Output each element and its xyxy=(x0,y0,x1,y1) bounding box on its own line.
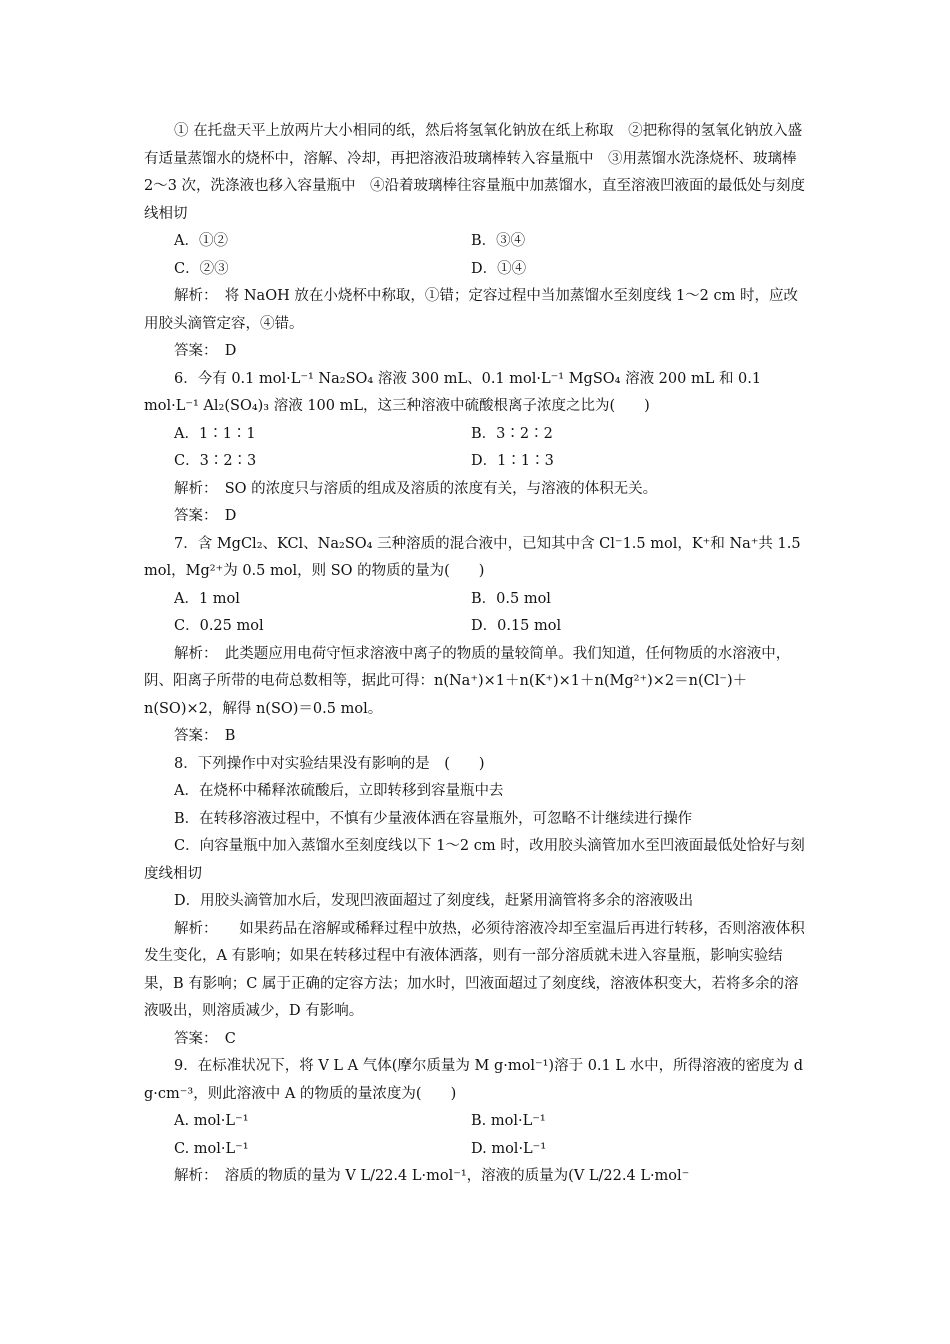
q5-options-row-1 xyxy=(144,228,809,256)
q9-option-c: C. mol·L⁻¹ xyxy=(174,1140,249,1157)
q9-options-row-2 xyxy=(144,1136,809,1164)
q8-option-d: D．用胶头滴管加水后，发现凹液面超过了刻度线，赶紧用滴管将多余的溶液吸出 xyxy=(174,893,694,909)
q7-options-row-2 xyxy=(144,613,809,641)
q8-answer: 答案： C xyxy=(174,1030,236,1047)
q8-option-b: B．在转移溶液过程中，不慎有少量液体洒在容量瓶外，可忽略不计继续进行操作 xyxy=(174,810,693,827)
q5-option-b: B．③④ xyxy=(471,233,526,249)
q7-answer: 答案： B xyxy=(174,728,236,744)
q5-stem: ① 在托盘天平上放两片大小相同的纸，然后将氢氧化钠放在纸上称取 ②把称得的氢氧化钠放入盛有适量蒸馏水的烧杯中，溶解、冷却，再把溶液沿玻璃棒转入容量瓶中 ③用蒸馏水洗涤烧杯、玻璃棒 2～3 次，洗涤液也移入容量瓶中 ④沿着玻璃棒往容量瓶中加蒸馏水，直至溶液凹液面的最低处与刻度线相切 xyxy=(144,123,806,222)
q9-stem: 9．在标准状况下，将 V L A 气体(摩尔质量为 M g·mol⁻¹)溶于 0.1 L 水中，所得溶液的密度为 d g·cm⁻³，则此溶液中 A 的物质的量浓度为( ) xyxy=(144,1058,803,1102)
q6-options-row-1 xyxy=(144,421,809,449)
q8-stem: 8．下列操作中对实验结果没有影响的是 ( ) xyxy=(174,755,485,772)
q5-options-row-2 xyxy=(144,256,809,284)
q8-analysis: 解析： 如果药品在溶解或稀释过程中放热，必须待溶液冷却至室温后再进行转移，否则溶液体积发生变化，A 有影响；如果在转移过程中有液体洒落，则有一部分溶质就未进入容量瓶，影响实验结果，B 有影响；C 属于正确的定容方法；加水时，凹液面超过了刻度线，溶液体积变大，若将多余的溶液吸出，则溶质减少，D 有影响。 xyxy=(144,920,805,1019)
q5-analysis: 解析： 将 NaOH 放在小烧杯中称取，①错；定容过程中当加蒸馏水至刻度线 1～2 cm 时，应改用胶头滴管定容，④错。 xyxy=(144,288,798,332)
q5-option-c: C．②③ xyxy=(174,260,229,277)
q9-analysis: 解析： 溶质的物质的量为 V L/22.4 L·mol⁻¹，溶液的质量为(V L/22.4 L·mol⁻ xyxy=(174,1168,690,1184)
q7-analysis: 解析： 此类题应用电荷守恒求溶液中离子的物质的量较简单。我们知道，任何物质的水溶液中，阴、阳离子所带的电荷总数相等，据此可得：n(Na⁺)×1＋n(K⁺)×1＋n(Mg²⁺)×2＝n(Cl⁻)＋n(SO)×2，解得 n(SO)＝0.5 mol。 xyxy=(144,645,791,717)
q9-option-b: B. mol·L⁻¹ xyxy=(471,1113,546,1129)
q5-answer: 答案： D xyxy=(174,343,237,359)
q6-answer: 答案： D xyxy=(174,508,237,524)
q7-options-row-1 xyxy=(144,586,809,614)
q6-option-c: C．3∶2∶3 xyxy=(174,453,257,469)
q8-option-a: A．在烧杯中稀释浓硫酸后，立即转移到容量瓶中去 xyxy=(174,783,504,799)
q5-option-d: D．①④ xyxy=(471,260,527,277)
q6-option-b: B．3∶2∶2 xyxy=(471,425,553,442)
q9-option-d: D. mol·L⁻¹ xyxy=(471,1140,547,1157)
q7-option-d: D．0.15 mol xyxy=(471,618,562,634)
q6-options-row-2 xyxy=(144,448,809,476)
q6-option-a: A．1∶1∶1 xyxy=(174,425,256,442)
q6-option-d: D．1∶1∶3 xyxy=(471,453,554,469)
q7-option-c: C．0.25 mol xyxy=(174,618,264,634)
q7-option-a: A．1 mol xyxy=(174,590,240,607)
q9-options-row-1 xyxy=(144,1108,809,1136)
q6-stem: 6．今有 0.1 mol·L⁻¹ Na₂SO₄ 溶液 300 mL、0.1 mol·L⁻¹ MgSO₄ 溶液 200 mL 和 0.1 mol·L⁻¹ Al₂(SO₄)₃ 溶液 100 mL，这三种溶液中硫酸根离子浓度之比为( ) xyxy=(144,370,762,414)
q6-analysis: 解析： SO 的浓度只与溶质的组成及溶质的浓度有关，与溶液的体积无关。 xyxy=(174,480,658,497)
q5-option-a: A．①② xyxy=(174,233,228,249)
q8-option-c: C．向容量瓶中加入蒸馏水至刻度线以下 1～2 cm 时，改用胶头滴管加水至凹液面最低处恰好与刻度线相切 xyxy=(144,838,805,882)
document-body xyxy=(144,118,809,1191)
q7-option-b: B．0.5 mol xyxy=(471,590,551,607)
q9-option-a: A. mol·L⁻¹ xyxy=(174,1113,249,1129)
q7-stem: 7．含 MgCl₂、KCl、Na₂SO₄ 三种溶质的混合液中，已知其中含 Cl⁻1.5 mol，K⁺和 Na⁺共 1.5 mol，Mg²⁺为 0.5 mol，则 SO 的物质的量为( ) xyxy=(144,535,801,579)
